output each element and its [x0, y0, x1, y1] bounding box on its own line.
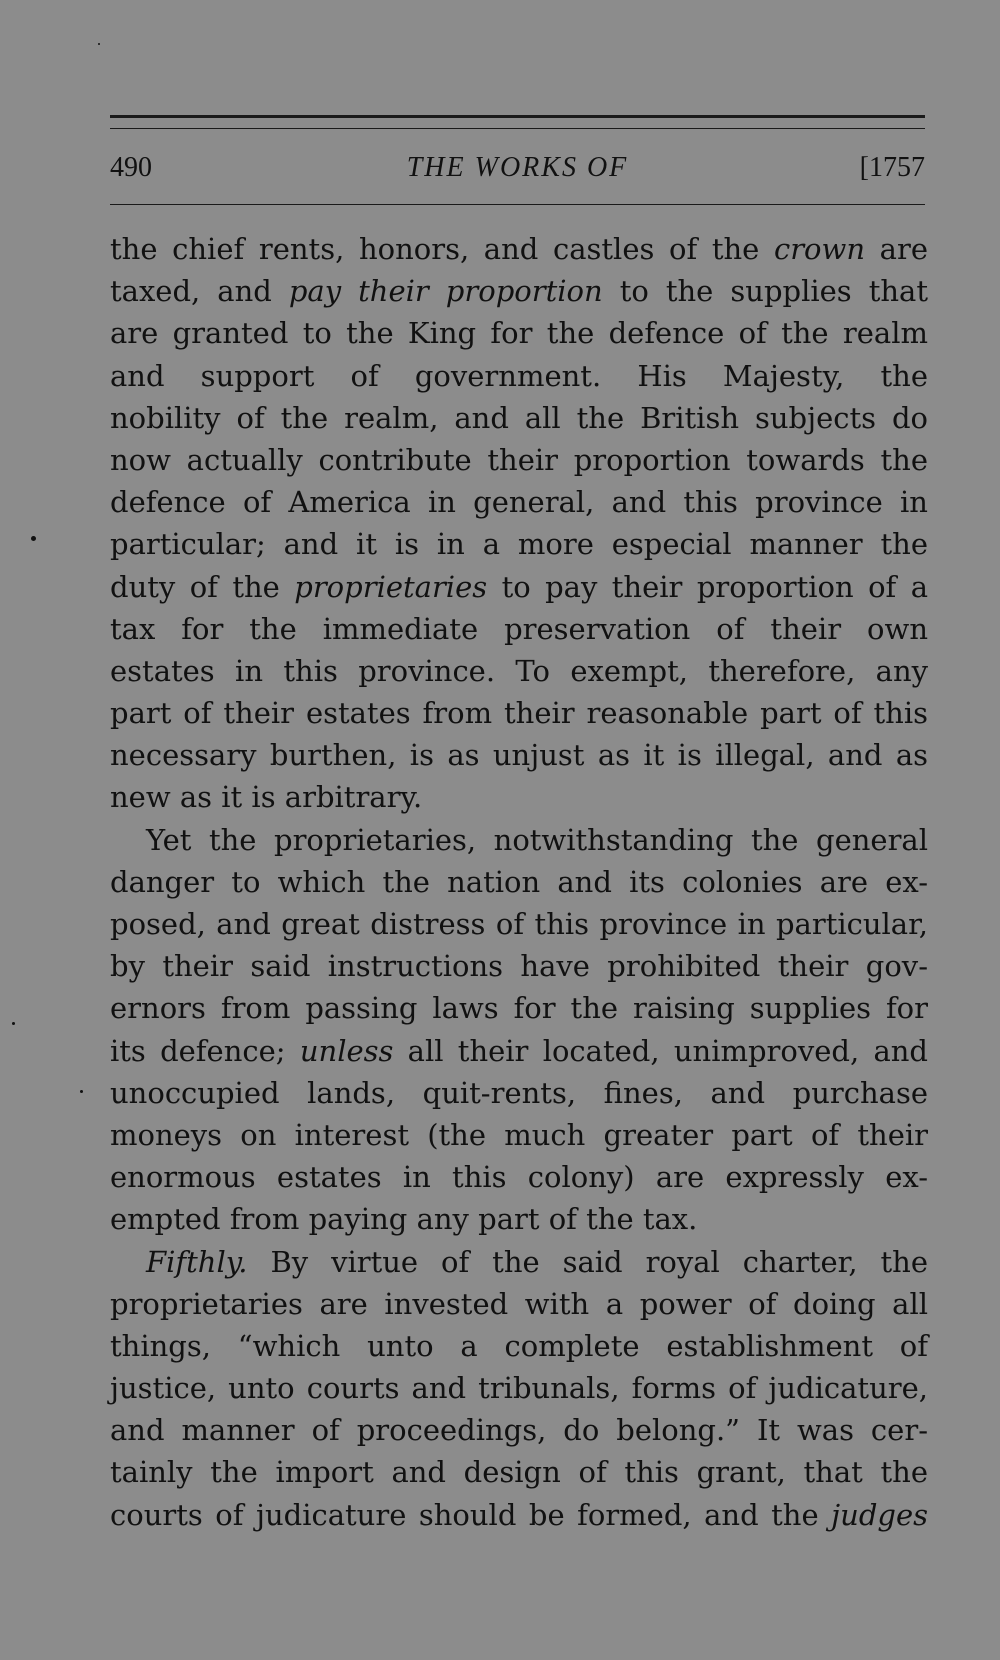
- running-header: [110, 148, 925, 188]
- header-rule-thin: [110, 128, 925, 129]
- text-line: [110, 1409, 928, 1451]
- text-line: [110, 692, 928, 734]
- italic-text: Fifthly.: [146, 1244, 248, 1279]
- text-run: justice, unto courts and tribunals, forms of judicature,: [110, 1371, 928, 1406]
- text-line: [110, 1283, 928, 1325]
- text-run: to pay their proportion of a: [487, 569, 928, 604]
- text-run: By virtue of the said royal charter, the: [247, 1244, 928, 1279]
- text-run: defence of America in general, and this province in: [110, 485, 928, 520]
- header-year: [1757: [859, 152, 925, 183]
- text-run: taxed, and: [110, 274, 289, 309]
- scan-speck: [12, 1022, 15, 1025]
- text-line: [110, 650, 928, 692]
- page-body-text: [110, 228, 928, 1536]
- scan-speck: [98, 43, 100, 45]
- italic-text: proprietaries: [294, 569, 488, 604]
- text-line: [110, 270, 928, 312]
- text-run: new as it is arbitrary.: [110, 780, 423, 815]
- text-run: particular; and it is in a more especial manner the: [110, 527, 928, 562]
- text-run: are granted to the King for the defence of the realm: [110, 316, 928, 351]
- italic-text: unless: [299, 1033, 394, 1068]
- text-run: courts of judicature should be formed, and the: [110, 1497, 832, 1532]
- text-run: tax for the immediate preservation of their own: [110, 611, 928, 646]
- text-run: enormous estates in this colony) are expressly ex-: [110, 1160, 928, 1195]
- text-run: empted from paying any part of the tax.: [110, 1202, 698, 1237]
- text-run: estates in this province. To exempt, therefore, any: [110, 653, 928, 688]
- text-line: [110, 1198, 928, 1240]
- text-run: posed, and great distress of this province in particular,: [110, 907, 928, 941]
- text-run: duty of the: [110, 569, 295, 604]
- text-run: tainly the import and design of this grant, that the: [110, 1455, 928, 1490]
- scan-speck: [31, 536, 36, 541]
- italic-text: judges: [831, 1497, 928, 1532]
- text-line: [110, 987, 928, 1029]
- italic-text: crown: [773, 232, 866, 266]
- text-line: [110, 608, 928, 650]
- italic-text: pay their proportion: [288, 274, 603, 309]
- text-line: [110, 228, 928, 270]
- text-line: [110, 861, 928, 903]
- text-line: [110, 1114, 928, 1156]
- text-run: ernors from passing laws for the raising supplies for: [110, 991, 928, 1026]
- text-run: by their said instructions have prohibited their gov-: [110, 949, 928, 984]
- text-run: Yet the proprietaries, notwithstanding the general: [146, 822, 928, 857]
- text-line: [110, 1367, 928, 1409]
- text-line: [110, 1241, 928, 1283]
- text-line: [110, 1156, 928, 1198]
- text-line: [110, 1494, 928, 1536]
- header-rule-thick: [110, 115, 925, 118]
- text-run: and support of government. His Majesty, the: [110, 358, 928, 393]
- text-line: [110, 945, 928, 987]
- text-run: moneys on interest (the much greater part of their: [110, 1117, 928, 1152]
- text-run: things, “which unto a complete establishment of: [110, 1328, 928, 1363]
- text-line: [110, 523, 928, 565]
- text-line: [110, 1325, 928, 1367]
- text-line: [110, 734, 928, 776]
- text-line: [110, 566, 928, 608]
- text-line: [110, 1451, 928, 1493]
- running-title: THE WORKS OF: [406, 152, 629, 183]
- text-line: [110, 312, 928, 354]
- text-line: [110, 439, 928, 481]
- text-line: [110, 1030, 928, 1072]
- text-run: the chief rents, honors, and castles of the: [110, 232, 774, 266]
- text-run: now actually contribute their proportion towards the: [110, 442, 928, 477]
- text-line: [110, 1072, 928, 1114]
- header-rule-under: [110, 204, 925, 205]
- text-run: danger to which the nation and its colonies are ex-: [110, 864, 928, 899]
- text-line: [110, 819, 928, 861]
- scan-speck: [80, 1090, 83, 1093]
- page-number: 490: [110, 152, 152, 183]
- text-run: necessary burthen, is as unjust as it is illegal, and as: [110, 738, 928, 773]
- text-line: [110, 903, 928, 945]
- text-run: and manner of proceedings, do belong.” It was cer-: [110, 1413, 928, 1448]
- text-run: proprietaries are invested with a power of doing all: [110, 1286, 928, 1321]
- text-run: all their located, unimproved, and: [393, 1033, 928, 1068]
- text-line: [110, 481, 928, 523]
- text-run: are: [865, 232, 928, 266]
- text-line: [110, 397, 928, 439]
- text-line: [110, 776, 928, 818]
- text-run: unoccupied lands, quit-rents, fines, and purchase: [110, 1075, 928, 1110]
- text-run: to the supplies that: [602, 274, 928, 309]
- text-run: its defence;: [110, 1033, 300, 1068]
- text-run: part of their estates from their reasonable part of this: [110, 696, 928, 731]
- text-run: nobility of the realm, and all the British subjects do: [110, 400, 928, 435]
- text-line: [110, 355, 928, 397]
